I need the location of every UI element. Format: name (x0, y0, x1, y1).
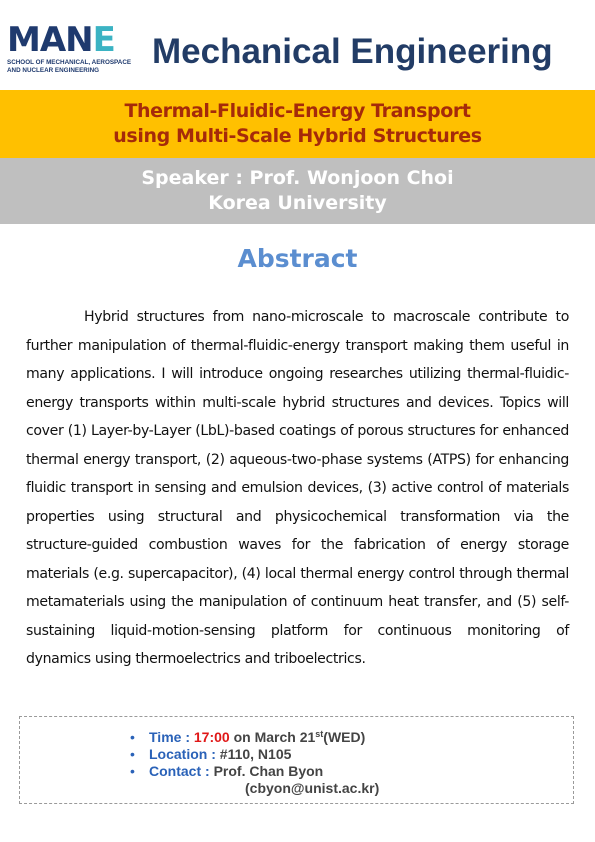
bullet-icon: • (130, 729, 135, 745)
bullet-icon: • (130, 746, 135, 762)
abstract-body: Hybrid structures from nano-microscale to macroscale contribute to further manipulation of thermal-fluidic-energy transport making them useful in many applications. I will introduce ongoing researches utilizing thermal-fluidic-energy transports within multi-scale hybrid structures and devices. Topics will cover (1) Layer-by-Layer (LbL)-based coatings of porous structures for enhanced thermal energy transport, (2) aqueous-two-phase systems (ATPS) for enhancing fluidic transport in sensing and emulsion devices, (3) active control of materials properties using structural and physicochemical transformation via the structure-guided combustion waves for the fabrication of energy storage materials (e.g. supercapacitor), (4) local thermal energy control through thermal metamaterials using the manipulation of continuum heat transfer, and (5) self-sustaining liquid-motion-sensing platform for continuous monitoring of dynamics using thermoelectrics and triboelectrics. (26, 309, 569, 667)
time-label: Time : (149, 729, 190, 745)
mane-logo (7, 22, 147, 82)
time-date: on March 21 (233, 729, 316, 745)
location-item (130, 746, 379, 763)
logo-wordmark (7, 22, 115, 58)
abstract-heading: Abstract (237, 244, 358, 273)
seminar-title-line2: using Multi-Scale Hybrid Structures (113, 125, 482, 147)
bullet-icon: • (130, 763, 135, 779)
department-title: Mechanical Engineering (152, 32, 553, 71)
time-weekday: (WED) (323, 729, 366, 745)
speaker-affiliation: Korea University (208, 192, 387, 214)
contact-email[interactable]: (cbyon@unist.ac.kr) (245, 780, 380, 796)
contact-item (130, 763, 379, 780)
location-label: Location : (149, 746, 216, 762)
speaker-band (0, 158, 595, 224)
time-date-suffix: st (315, 729, 324, 739)
event-info-list (130, 729, 379, 797)
header (0, 0, 595, 90)
logo-subtitle-line1: SCHOOL OF MECHANICAL, AEROSPACE (7, 59, 132, 66)
contact-email-item (130, 780, 379, 797)
location-value: #110, N105 (219, 746, 292, 762)
seminar-title-band (0, 90, 595, 158)
contact-label: Contact : (149, 763, 210, 779)
speaker-name: Speaker : Prof. Wonjoon Choi (141, 167, 454, 189)
seminar-title-line1: Thermal-Fluidic-Energy Transport (124, 100, 471, 122)
logo-subtitle (7, 59, 147, 75)
time-value: 17:00 (193, 729, 230, 745)
logo-subtitle-line2: AND NUCLEAR ENGINEERING (7, 67, 100, 74)
logo-letter-e: E (92, 20, 115, 60)
contact-name: Prof. Chan Byon (213, 763, 324, 779)
event-info-box (19, 716, 574, 804)
logo-letters: MAN (7, 20, 93, 60)
time-item (130, 729, 379, 746)
